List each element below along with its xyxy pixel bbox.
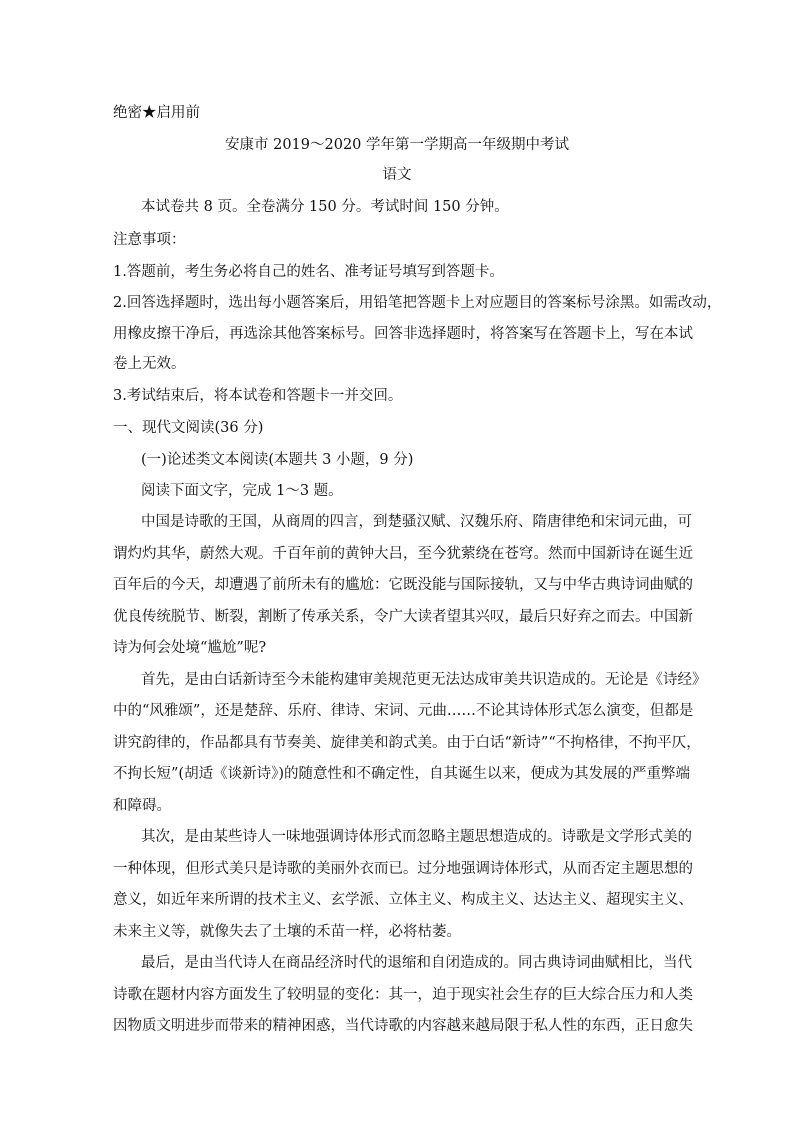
- passage-line: 中的“风雅颂”，还是楚辞、乐府、律诗、宋词、元曲……不论其诗体形式怎么演变，但都是: [113, 703, 694, 719]
- section-subheading: (一)论述类文本阅读(本题共 3 小题，9 分): [141, 452, 414, 468]
- passage-line: 不拘长短”(胡适《谈新诗》)的随意性和不确定性，自其诞生以来，便成为其发展的严重弊端: [113, 766, 690, 782]
- passage-line: 优良传统脱节、断裂，割断了传承关系，令广大读者望其兴叹，最后只好弃之而去。中国新: [113, 609, 693, 625]
- note-item-3: 3.考试结束后，将本试卷和答题卡一并交回。: [113, 388, 403, 404]
- passage-line: 诗为何会处境“尴尬”呢?: [113, 640, 267, 656]
- confidential-label: 绝密★启用前: [113, 105, 200, 121]
- subject-title: 语文: [382, 167, 412, 183]
- section-heading: 一、现代文阅读(36 分): [113, 420, 264, 436]
- passage-instruction: 阅读下面文字，完成 1～3 题。: [141, 483, 343, 499]
- passage-line: 谓灼灼其华，蔚然大观。千百年前的黄钟大吕，至今犹萦绕在苍穹。然而中国新诗在诞生近: [113, 546, 693, 562]
- passage-line: 讲究韵律的，作品都具有节奏美、旋律美和韵式美。由于白话“新诗”“不拘格律，不拘平仄，: [113, 735, 701, 751]
- notes-heading: 注意事项：: [113, 232, 186, 248]
- passage-line: 首先，是由白话新诗至今未能构建审美规范更无法达成审美共识造成的。无论是《诗经》: [141, 672, 707, 688]
- note-item-1: 1.答题前，考生务必将自己的姓名、准考证号填写到答题卡。: [113, 264, 504, 280]
- passage-line: 一种体现，但形式美只是诗歌的美丽外衣而已。过分地强调诗体形式，从而否定主题思想的: [113, 861, 693, 877]
- note-item-2-line-2: 用橡皮擦干净后，再选涂其他答案标号。回答非选择题时，将答案写在答题卡上，写在本试: [113, 326, 693, 342]
- passage-line: 诗歌在题材内容方面发生了较明显的变化：其一，迫于现实社会生存的巨大综合压力和人类: [113, 987, 693, 1003]
- passage-line: 和障碍。: [113, 798, 171, 814]
- note-item-2-line-1: 2.回答选择题时，选出每小题答案后，用铅笔把答题卡上对应题目的答案标号涂黑。如需改动，: [113, 295, 722, 311]
- exam-intro: 本试卷共 8 页。全卷满分 150 分。考试时间 150 分钟。: [141, 199, 509, 215]
- passage-line: 因物质文明进步而带来的精神困惑，当代诗歌的内容越来越局限于私人性的东西，正日愈失: [113, 1018, 693, 1034]
- passage-line: 意义，如近年来所谓的技术主义、玄学派、立体主义、构成主义、达达主义、超现实主义、: [113, 892, 693, 908]
- passage-line: 最后，是由当代诗人在商品经济时代的退缩和自闭造成的。同古典诗词曲赋相比，当代: [141, 955, 692, 971]
- exam-title: 安康市 2019～2020 学年第一学期高一年级期中考试: [224, 137, 570, 153]
- note-item-2-line-3: 卷上无效。: [113, 356, 186, 372]
- passage-line: 未来主义等，就像失去了土壤的禾苗一样，必将枯萎。: [113, 924, 461, 940]
- passage-line: 其次，是由某些诗人一味地强调诗体形式而忽略主题思想造成的。诗歌是文学形式美的: [141, 829, 692, 845]
- passage-line: 中国是诗歌的王国，从商周的四言，到楚骚汉赋、汉魏乐府、隋唐律绝和宋词元曲，可: [141, 514, 692, 530]
- passage-line: 百年后的今天，却遭遇了前所未有的尴尬：它既没能与国际接轨，又与中华古典诗词曲赋的: [113, 577, 693, 593]
